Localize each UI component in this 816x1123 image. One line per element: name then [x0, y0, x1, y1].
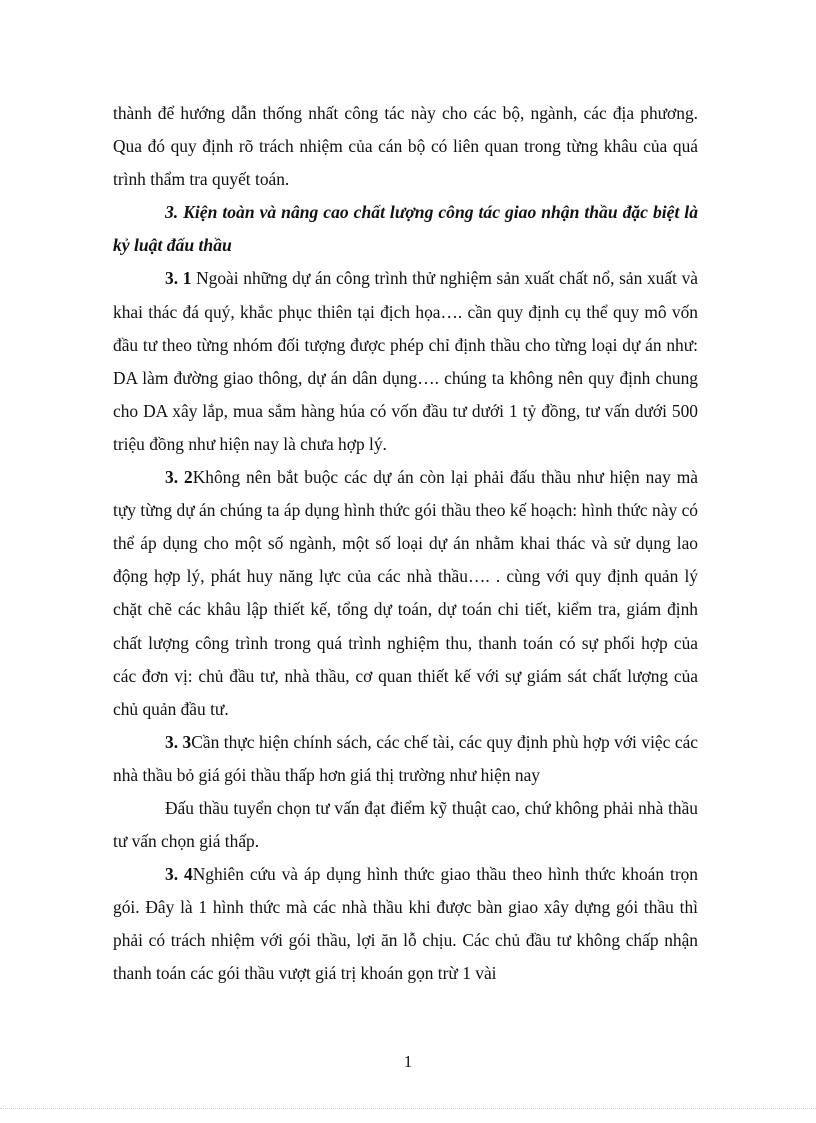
- paragraph-text: Ngoài những dự án công trình thử nghiệm sản xuất chất nổ, sản xuất và khai thác đá quý, khắc phục thiên tại địch họa…. cần quy định cụ thể quy mô vốn đầu tư theo từng nhóm đối tượng được phép chỉ định thầu cho từng loại dự án như: DA làm đường giao thông, dự án dân dụng…. chúng ta không nên quy định chung cho DA xây lắp, mua sắm hàng húa có vốn đầu tư dưới 1 tỷ đồng, tư vấn dưới 500 triệu đồng như hiện nay là chưa hợp lý.: [113, 268, 698, 454]
- item-number: 3. 2: [165, 467, 193, 488]
- paragraph-text: Không nên bắt buộc các dự án còn lại phải đấu thầu như hiện nay mà tựy từng dự án chúng ta áp dụng hình thức gói thầu theo kế hoạch: hình thức này có thể áp dụng cho một số ngành, một số loại dự án nhằm khai thác và sử dụng lao động hợp lý, phát huy năng lực của các nhà thầu…. . cùng với quy định quản lý chặt chẽ các khâu lập thiết kế, tổng dự toán, dự toán chi tiết, kiểm tra, giám định chất lượng công trình trong quá trình nghiệm thu, thanh toán có sự phối hợp của các đơn vị: chủ đầu tư, nhà thầu, cơ quan thiết kế với sự giám sát chất lượng của chủ quản đầu tư.: [113, 467, 698, 719]
- item-number: 3. 4: [165, 864, 193, 885]
- item-number: 3. 3: [165, 731, 192, 752]
- paragraph-3-3: [113, 726, 698, 792]
- paragraph-text: Đấu thầu tuyển chọn tư vấn đạt điểm kỹ thuật cao, chứ không phải nhà thầu tư vấn chọn giá thấp.: [113, 797, 698, 852]
- paragraph-text: Cần thực hiện chính sách, các chế tài, các quy định phù hợp với việc các nhà thầu bỏ giá gói thầu thấp hơn giá thị trường như hiện nay: [113, 731, 699, 785]
- section-heading: [113, 196, 698, 262]
- item-number: 3. 1: [165, 268, 192, 289]
- paragraph-3-4: [113, 858, 698, 990]
- body-text: [113, 97, 698, 991]
- paragraph-3-2: [113, 461, 698, 726]
- page-number: 1: [403, 1052, 413, 1071]
- footer-divider: [0, 1108, 816, 1109]
- paragraph-text: Nghiên cứu và áp dụng hình thức giao thầu theo hình thức khoán trọn gói. Đây là 1 hình thức mà các nhà thầu khi được bàn giao xây dựng gói thầu thì phải có trách nhiệm với gói thầu, lợi ăn lỗ chịu. Các chủ đầu tư không chấp nhận thanh toán các gói thầu vượt giá trị khoán gọn trừ 1 vài: [113, 864, 698, 984]
- paragraph-intro: [113, 97, 698, 196]
- heading-text: 3. Kiện toàn và nâng cao chất lượng công tác giao nhận thầu đặc biệt là kỷ luật đấu thầu: [113, 202, 698, 256]
- paragraph-text: thành để hướng dẫn thống nhất công tác này cho các bộ, ngành, các địa phương. Qua đó quy định rõ trách nhiệm của cán bộ có liên quan trong từng khâu của quá trình thẩm tra quyết toán.: [113, 103, 698, 190]
- paragraph-3-1: [113, 262, 698, 461]
- paragraph-consultant: [113, 792, 698, 858]
